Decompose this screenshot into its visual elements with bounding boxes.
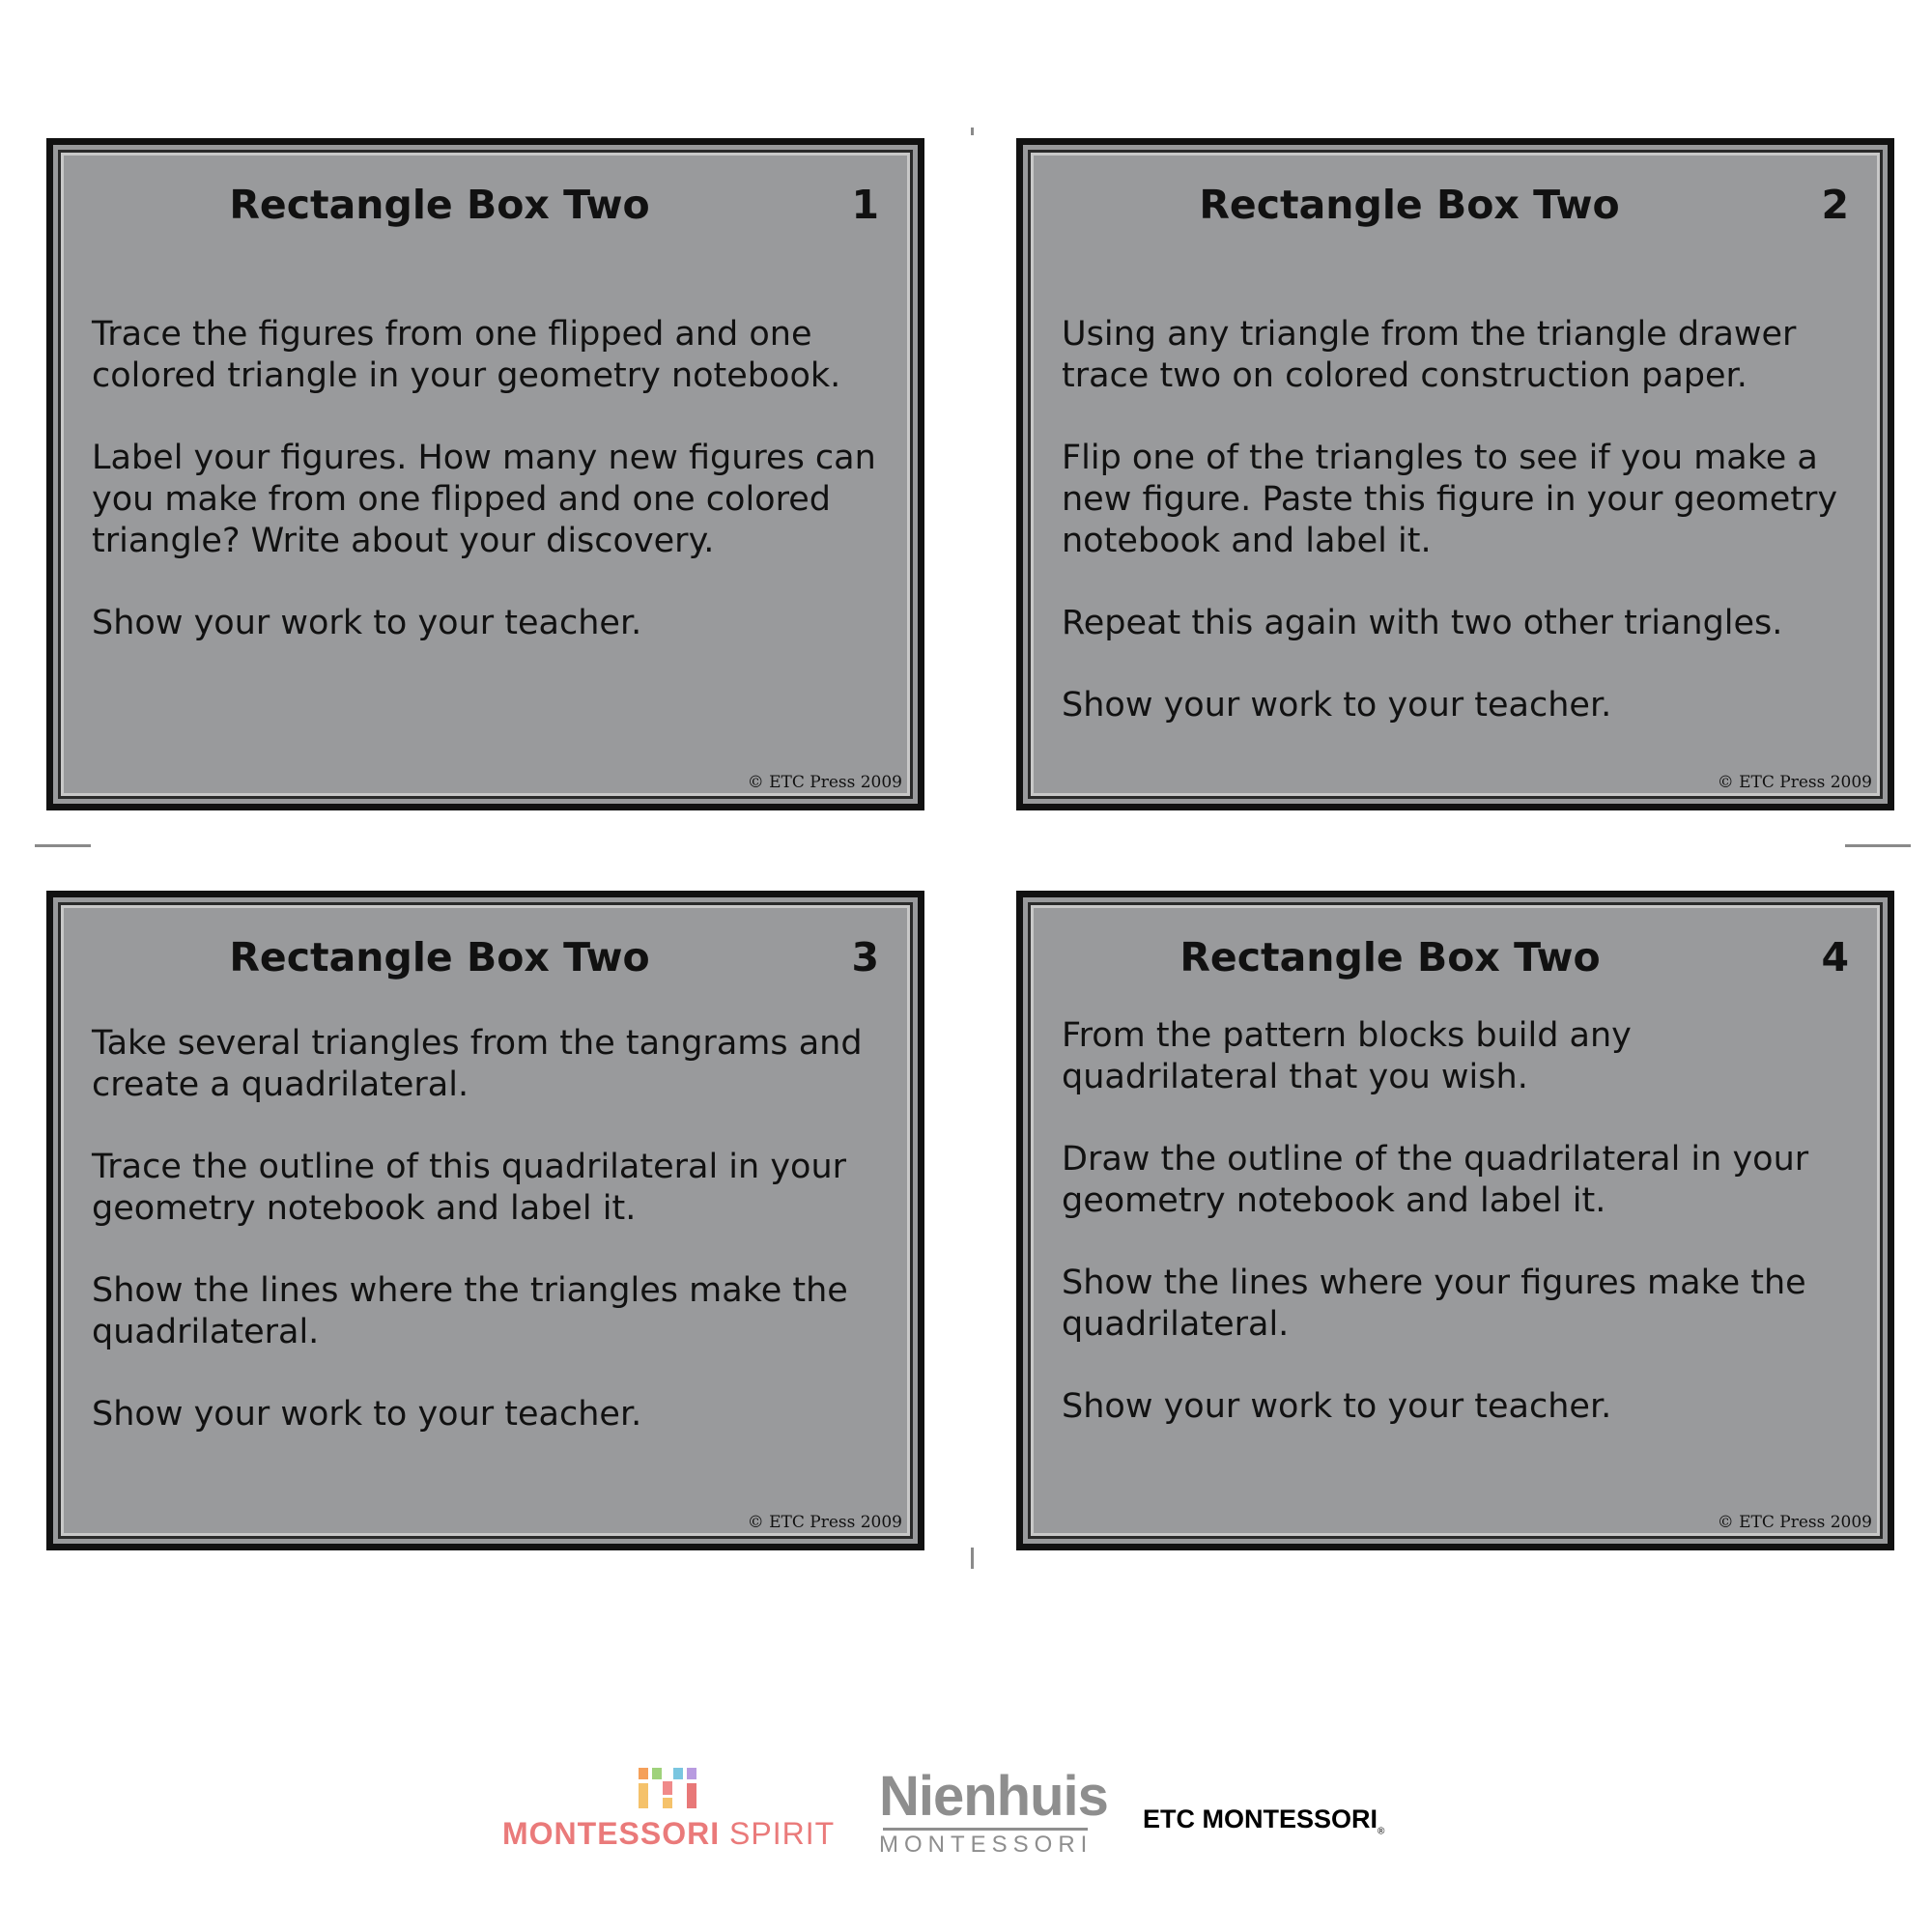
montessori-spirit-m-icon: [639, 1768, 696, 1808]
montessori-spirit-logo: [502, 1758, 836, 1855]
card-paragraph: Flip one of the triangles to see if you make a new figure. Paste this figure in your geometry notebook and label it.: [1062, 439, 1838, 560]
card-paragraph: From the pattern blocks build any quadrilateral that you wish.: [1062, 1016, 1632, 1096]
copyright-text: © ETC Press 2009: [747, 1513, 902, 1532]
card-body: [92, 1023, 889, 1476]
cut-mark-left: [35, 844, 91, 847]
brand-logos: [0, 1758, 1932, 1874]
task-card-3: [46, 891, 924, 1550]
registered-mark: ®: [1378, 1826, 1385, 1837]
nienhuis-wordmark: Nienhuis: [879, 1765, 1108, 1828]
card-body: [1062, 314, 1859, 767]
card-body: [92, 314, 889, 685]
card-number: 4: [1821, 934, 1849, 980]
task-card-2: [1016, 138, 1894, 810]
card-title: Rectangle Box Two: [229, 182, 650, 228]
card-paragraph: Show your work to your teacher.: [1062, 1387, 1612, 1426]
card-title: Rectangle Box Two: [1199, 182, 1620, 228]
card-paragraph: Show your work to your teacher.: [92, 604, 642, 642]
copyright-text: © ETC Press 2009: [1717, 1513, 1872, 1532]
card-paragraph: Show your work to your teacher.: [1062, 686, 1612, 724]
card-number: 2: [1821, 182, 1849, 228]
card-paragraph: Repeat this again with two other triangles.: [1062, 604, 1783, 642]
card-body: [1062, 1015, 1859, 1468]
cut-mark-top: [971, 128, 974, 135]
card-paragraph: Draw the outline of the quadrilateral in your geometry notebook and label it.: [1062, 1140, 1809, 1220]
nienhuis-logo: [879, 1765, 1108, 1864]
cut-mark-bottom: [971, 1548, 974, 1569]
card-paragraph: Show your work to your teacher.: [92, 1395, 642, 1434]
nienhuis-rule: [883, 1828, 1088, 1831]
etc-montessori-wordmark: ETC MONTESSORI: [1143, 1804, 1378, 1833]
task-card-4: [1016, 891, 1894, 1550]
etc-montessori-logo: [1143, 1804, 1384, 1836]
card-paragraph: Take several triangles from the tangrams and create a quadrilateral.: [92, 1024, 863, 1104]
card-paragraph: Trace the figures from one flipped and one colored triangle in your geometry notebook.: [92, 315, 841, 395]
card-paragraph: Show the lines where your figures make the quadrilateral.: [1062, 1264, 1806, 1344]
card-paragraph: Show the lines where the triangles make the quadrilateral.: [92, 1271, 848, 1351]
card-title: Rectangle Box Two: [229, 934, 650, 980]
copyright-text: © ETC Press 2009: [1717, 773, 1872, 792]
card-paragraph: Label your figures. How many new figures can you make from one flipped and one colored triangle? Write about your discovery.: [92, 439, 876, 560]
task-card-1: [46, 138, 924, 810]
copyright-text: © ETC Press 2009: [747, 773, 902, 792]
card-number: 1: [851, 182, 879, 228]
card-paragraph: Using any triangle from the triangle drawer trace two on colored construction paper.: [1062, 315, 1797, 395]
nienhuis-subtitle: MONTESSORI: [879, 1832, 1094, 1858]
card-title: Rectangle Box Two: [1179, 934, 1601, 980]
montessori-spirit-wordmark: MONTESSORI SPIRIT: [502, 1816, 836, 1851]
card-number: 3: [851, 934, 879, 980]
cut-mark-right: [1845, 844, 1911, 847]
card-paragraph: Trace the outline of this quadrilateral in your geometry notebook and label it.: [92, 1148, 847, 1228]
